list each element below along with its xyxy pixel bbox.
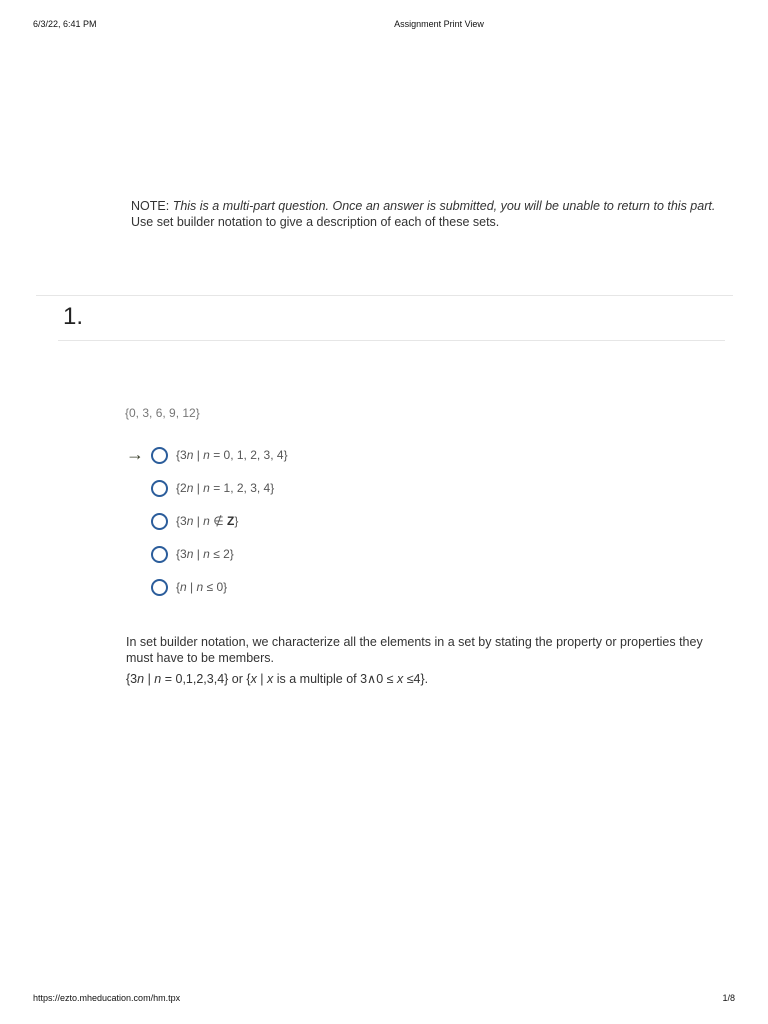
radio-button-icon[interactable]: [151, 447, 168, 464]
answer-option-4[interactable]: [151, 544, 234, 564]
question-stem: {0, 3, 6, 9, 12}: [125, 406, 200, 420]
answer-explanation: [126, 634, 726, 687]
note-paragraph: [131, 199, 721, 215]
print-title: Assignment Print View: [394, 19, 484, 29]
option-label: {3n | n = 0, 1, 2, 3, 4}: [176, 448, 288, 462]
option-label: {2n | n = 1, 2, 3, 4}: [176, 481, 275, 495]
page-number: 1/8: [722, 993, 735, 1003]
option-label: {3n | n ≤ 2}: [176, 547, 234, 561]
question-note: [131, 199, 721, 230]
answer-option-5[interactable]: [151, 577, 227, 597]
answer-option-2[interactable]: [151, 478, 274, 498]
option-label: {3n | n ∉ Z}: [176, 514, 239, 528]
section-divider-top: [36, 295, 733, 296]
explanation-answer: {3n | n = 0,1,2,3,4} or {x | x is a multiple of 3∧0 ≤ x ≤4}.: [126, 672, 429, 686]
question-number: 1.: [63, 303, 84, 330]
answer-option-3[interactable]: [151, 511, 238, 531]
note-text: This is a multi-part question. Once an answer is submitted, you will be unable to return to this part.: [172, 199, 716, 213]
section-divider-bottom: [58, 340, 725, 341]
option-label: {n | n ≤ 0}: [176, 580, 228, 594]
selected-answer-arrow-icon: →: [126, 444, 144, 464]
radio-button-icon[interactable]: [151, 546, 168, 563]
radio-button-icon[interactable]: [151, 579, 168, 596]
explanation-text: In set builder notation, we characterize all the elements in a set by stating the property or properties they must have to be members.: [126, 635, 703, 665]
radio-button-icon[interactable]: [151, 480, 168, 497]
note-instruction: Use set builder notation to give a description of each of these sets.: [131, 214, 500, 229]
print-datetime: 6/3/22, 6:41 PM: [33, 19, 97, 29]
radio-button-icon[interactable]: [151, 513, 168, 530]
note-label: NOTE:: [131, 199, 170, 213]
page-url[interactable]: https://ezto.mheducation.com/hm.tpx: [33, 993, 181, 1003]
answer-option-1[interactable]: [151, 445, 288, 465]
